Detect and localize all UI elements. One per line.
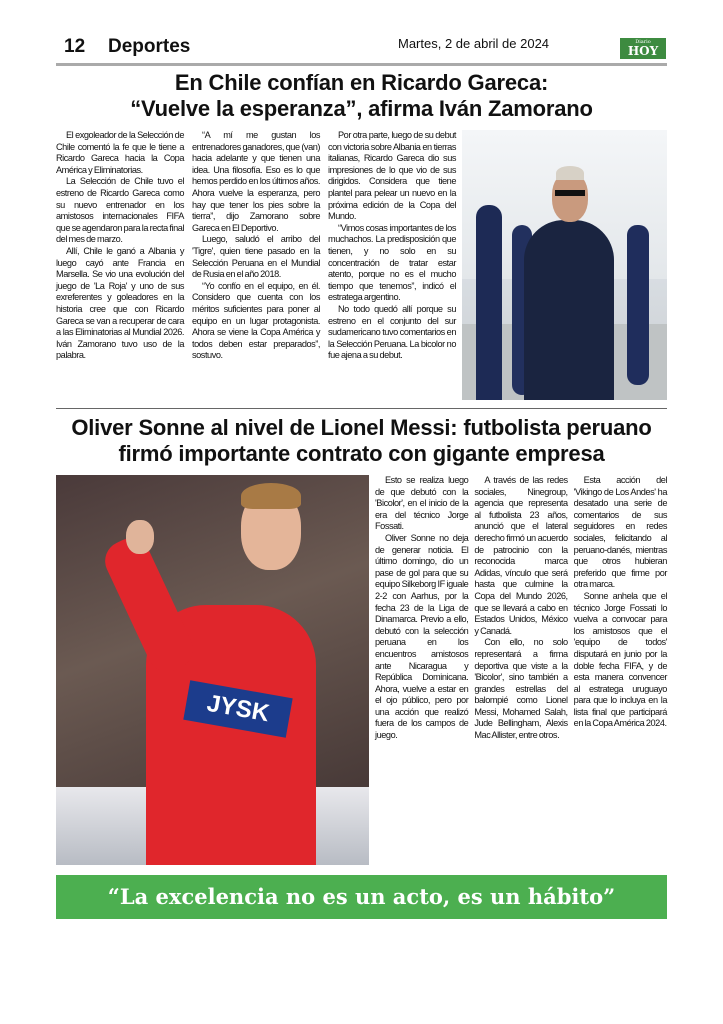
paragraph: Oliver Sonne no deja de generar noticia. El último domingo, dio un pase de gol para que su equipo Silkeborg IF iguale 2-2 con Aarhus, por la fecha 23 de la Liga de Dinamarca. Previo a ello, debutó con la selección peruana en los encuentros amistosos ante Nicaragua y República Dominicana. Ahora, vuelve a estar en el ojo público, pero por una acción que realizó fuera de los campos de juego.	[375, 532, 469, 741]
paragraph: Allí, Chile le ganó a Albania y luego cayó ante Francia en Marsella. Se vio una evolución del juego de 'La Roja' y uno de sus exreferentes y goleadores en la historia cree que con Ricardo Gareca se van a recuperar de cara a las Eliminatorias al Mundial 2026. Iván Zamorano tuvo uso de la palabra.	[56, 245, 184, 361]
page-content	[56, 70, 667, 919]
paragraph: Sonne anhela que el técnico Jorge Fossati lo vuelva a convocar para los amistosos que el 'equipo de todos' disputará en junio por la doble fecha FIFA, y de esta manera convencer al estratega uruguayo para que lo incluya en la lista final que participará en la Copa América 2024.	[573, 590, 667, 729]
paragraph: Luego, saludó el arribo del 'Tigre', quien tiene pasado en la Selección Peruana en el Mundial de Rusia en el año 2018.	[192, 234, 320, 280]
logo-big-text: HOY	[627, 44, 659, 58]
page-number: 12	[64, 36, 86, 57]
paragraph: No todo quedó allí porque su estreno en el conjunto del sur sudamericano tuvo comentarios en la Selección Peruana. La bicolor no fue ajena a su debut.	[328, 303, 456, 361]
section-title: Deportes	[108, 36, 191, 57]
article1-body	[56, 130, 456, 400]
paragraph: Con ello, no solo representará a firma deportiva que viste a la 'Bicolor', sino también a grandes estrellas del balompié como Lionel Messi, Mohamed Salah, Jude Bellingham, Alexis Mac Allister, entre otros.	[474, 637, 568, 741]
headline-line: “Vuelve la esperanza”, afirma Iván Zamorano	[130, 96, 593, 121]
article1-row	[56, 130, 667, 400]
gareca-photo	[462, 130, 667, 400]
article2-headline	[56, 415, 667, 467]
paragraph: “Vimos cosas importantes de los muchachos. La predisposición que tienen, y no solo en su concentración de tratar estar atento, porque no es el mucho tiempo que tenemos”, indicó el estratega argentino.	[328, 222, 456, 303]
issue-date: Martes, 2 de abril de 2024	[398, 36, 550, 51]
paragraph: “A mí me gustan los entrenadores ganadores, que (van) hacia adelante y que tienen una idea. Una filosofía. Eso es lo que hemos perdido en los últimos años. Ahora vuelve la esperanza, pero hay que tener los pies sobre la tierra”, dijo Zamorano sobre Gareca en El Deportivo.	[192, 130, 320, 233]
headline-line: Oliver Sonne al nivel de Lionel Messi: futbolista peruano	[71, 415, 652, 440]
article1-headline	[56, 70, 667, 122]
paragraph: “Yo confío en el equipo, en él. Considero que cuenta con los méritos suficientes para poner al equipo en un lugar protagonista. Ahora se viene la Copa América y todos deben estar preparados”, sostuvo.	[192, 280, 320, 361]
paragraph: Esta acción del 'Vikingo de Los Andes' ha desatado una serie de comentarios de sus seguidores en redes sociales, felicitando al peruano-danés, mientras que otros hubieran preferido que firme por otra marca.	[573, 475, 667, 590]
article2-row	[56, 475, 667, 865]
headline-line: En Chile confían en Ricardo Gareca:	[174, 70, 549, 95]
newspaper-logo	[620, 38, 666, 59]
headline-line: firmó importante contrato con gigante empresa	[118, 441, 605, 466]
paragraph: Esto se realiza luego de que debutó con la 'Bicolor', en el inicio de la era del técnico Jorge Fossati.	[375, 475, 469, 532]
quote-banner: “La excelencia no es un acto, es un hábito”	[56, 875, 667, 919]
header-rule	[56, 63, 667, 66]
paragraph: El exgoleador de la Selección de Chile comentó la fe que le tiene a Ricardo Gareca hacia la Copa América y Eliminatorias.	[56, 130, 184, 175]
logo-small-text: Diario	[635, 39, 651, 45]
article2-body	[375, 475, 667, 865]
paragraph: La Selección de Chile tuvo el estreno de Ricardo Gareca como su nuevo entrenador en los amistosos internacionales FIFA que se agendaron para la recta final del mes de marzo.	[56, 176, 184, 245]
paragraph: Por otra parte, luego de su debut con victoria sobre Albania en tierras italianas, Ricardo Gareca dio sus impresiones de lo que vio de sus dirigidos. Considera que tiene plantel para pelear un nuevo en la próxima edición de la Copa del Mundo.	[328, 130, 456, 222]
sonne-photo	[56, 475, 369, 865]
article-divider	[56, 408, 667, 409]
paragraph: A través de las redes sociales, Ninegroup, agencia que representa al futbolista 23 años, anunció que el lateral derecho firmó un acuerdo de patrocinio con la reconocida marca Adidas, vínculo que será hasta que culmine la Copa del Mundo 2026, que se llevará a cabo en Estados Unidos, México y Canadá.	[474, 475, 568, 636]
jersey-sponsor: JYSK	[183, 680, 292, 737]
